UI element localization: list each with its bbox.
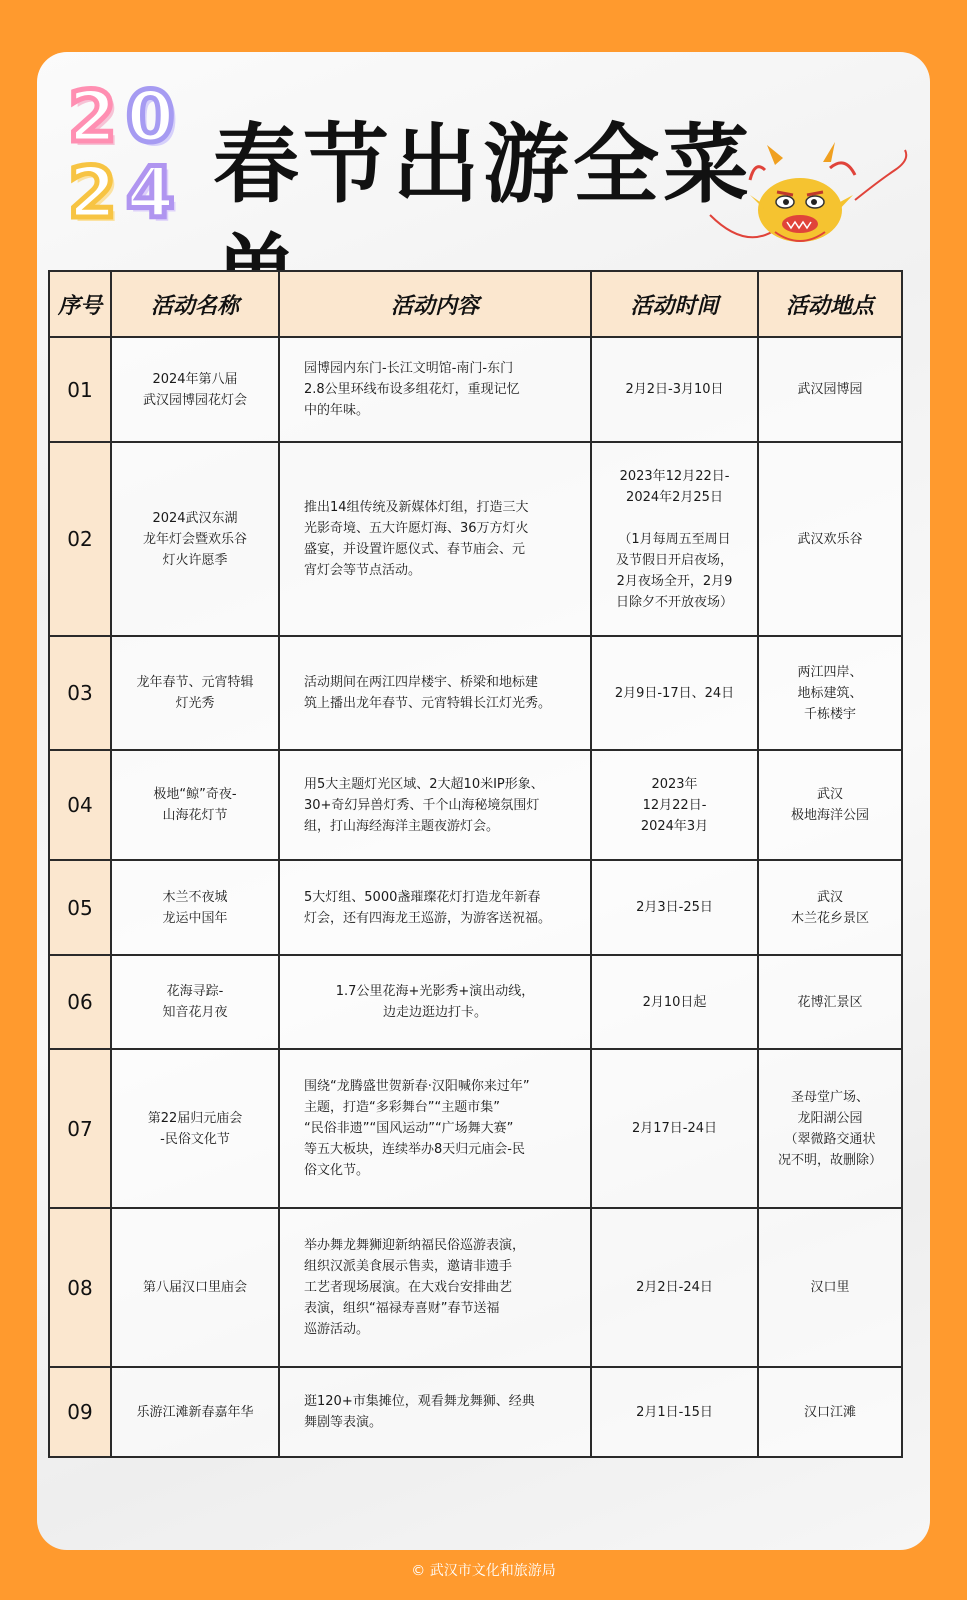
activity-place: 武汉 木兰花乡景区 [790,889,869,926]
table-row [49,1208,902,1367]
activity-place: 武汉园博园 [797,382,863,397]
table-row [49,636,902,750]
row-number: 01 [49,337,111,442]
table-row [49,442,902,636]
activity-name: 乐游江滩新春嘉年华 [136,1404,254,1420]
table-row [49,337,902,442]
table-row [49,1049,902,1208]
column-header-content: 活动内容 [279,271,591,337]
activity-content: 园博园内东门-长江文明馆-南门-东门 2.8公里环线布设多组花灯，重现记忆 中的年味。 [304,361,520,418]
row-number: 09 [49,1367,111,1457]
row-number: 07 [49,1049,111,1208]
activity-name: 2024年第八届 武汉园博园花灯会 [142,371,247,408]
activity-place: 武汉 极地海洋公园 [790,787,869,823]
activity-time: 2月9日-17日、24日 [614,685,735,701]
table-row [49,860,902,955]
page-title: 春节出游全菜 [213,115,753,215]
column-header-number: 序号 [49,271,111,337]
activity-content: 用5大主题灯光区域、2大超10米IP形象、 30+奇幻异兽灯秀、千个山海秘境氛围灯 组，打山海经海洋主题夜游灯会。 [304,776,544,834]
activity-time: 2月10日起 [642,994,707,1010]
activity-content: 推出14组传统及新媒体灯组，打造三大 光影奇境、五大许愿灯海、36万方灯火 盛宴，并设置许愿仪式、春节庙会、元 宵灯会等节点活动。 [304,500,529,578]
year-digit-1: 2 [68,76,117,158]
activity-content: 1.7公里花海+光影秀+演出动线， 边走边逛边打卡。 [335,984,535,1020]
activity-name: 第八届汉口里庙会 [142,1280,247,1295]
year-digit-4: 4 [126,152,175,234]
year-digit-3: 2 [68,152,117,234]
row-number: 03 [49,636,111,750]
activity-content: 活动期间在两江四岸楼宇、桥梁和地标建 筑上播出龙年春节、元宵特辑长江灯光秀。 [304,675,552,711]
row-number: 06 [49,955,111,1049]
column-header-name: 活动名称 [111,271,279,337]
activity-content: 举办舞龙舞狮迎新纳福民俗巡游表演， 组织汉派美食展示售卖，邀请非遗手 工艺者现场展演。在大戏台安排曲艺 表演，组织“福禄寿喜财”春节送福 巡游活动。 [304,1238,526,1337]
activity-name: 龙年春节、元宵特辑 灯光秀 [136,675,254,711]
activity-time: 2月3日-25日 [636,900,713,915]
activity-name: 第22届归元庙会 -民俗文化节 [147,1110,243,1147]
activity-place: 两江四岸、 地标建筑、 千栋楼宇 [797,664,863,722]
year-digit-2: 0 [126,76,175,158]
activity-time: 2月1日-15日 [636,1404,713,1420]
row-number: 05 [49,860,111,955]
activity-time: 2月2日-3月10日 [625,382,724,397]
year-2024-logo [68,76,198,242]
activity-content: 围绕“龙腾盛世贺新春·汉阳喊你来过年” 主题，打造“多彩舞台”“主题市集” “民俗非遗”“国风运动”“广场舞大赛” 等五大板块，连续举办8天归元庙会-民 俗文化节。 [304,1079,530,1178]
column-header-place: 活动地点 [758,271,902,337]
activity-table [48,270,903,1458]
activity-time: 2023年 12月22日- 2024年3月 [640,776,709,834]
table-header-row [49,271,902,337]
row-number: 02 [49,442,111,636]
table-row [49,1367,902,1457]
table-row [49,955,902,1049]
activity-time: 2023年12月22日- 2024年2月25日 （1月每周五至周日 及节假日开启夜场， 2月夜场全开，2月9 日除夕不开放夜场） [615,468,733,610]
activity-place: 花博汇景区 [797,994,863,1010]
footer-credit: © 武汉市文化和旅游局 [411,1563,556,1579]
column-header-time: 活动时间 [591,271,758,337]
row-number: 08 [49,1208,111,1367]
activity-time: 2月2日-24日 [636,1280,713,1295]
activity-place: 武汉欢乐谷 [797,531,863,547]
activity-name: 木兰不夜城 龙运中国年 [162,889,228,926]
activity-content: 逛120+市集摊位，观看舞龙舞狮、经典 舞剧等表演。 [304,1394,535,1430]
dragon-head-icon [705,140,915,260]
activity-place: 圣母堂广场、 龙阳湖公园 （翠微路交通状 况不明，故删除） [777,1089,882,1168]
activity-name: 极地“鲸”奇夜- 山海花灯节 [153,787,237,823]
activity-name: 花海寻踪- 知音花月夜 [162,984,228,1020]
activity-place: 汉口里 [810,1280,850,1295]
activity-place: 汉口江滩 [803,1404,856,1420]
activity-name: 2024武汉东湖 龙年灯会暨欢乐谷 灯火许愿季 [142,510,247,568]
activity-time: 2月17日-24日 [631,1121,718,1136]
row-number: 04 [49,750,111,860]
table-row [49,750,902,860]
activity-content: 5大灯组、5000盏璀璨花灯打造龙年新春 灯会，还有四海龙王巡游，为游客送祝福。 [304,889,552,926]
